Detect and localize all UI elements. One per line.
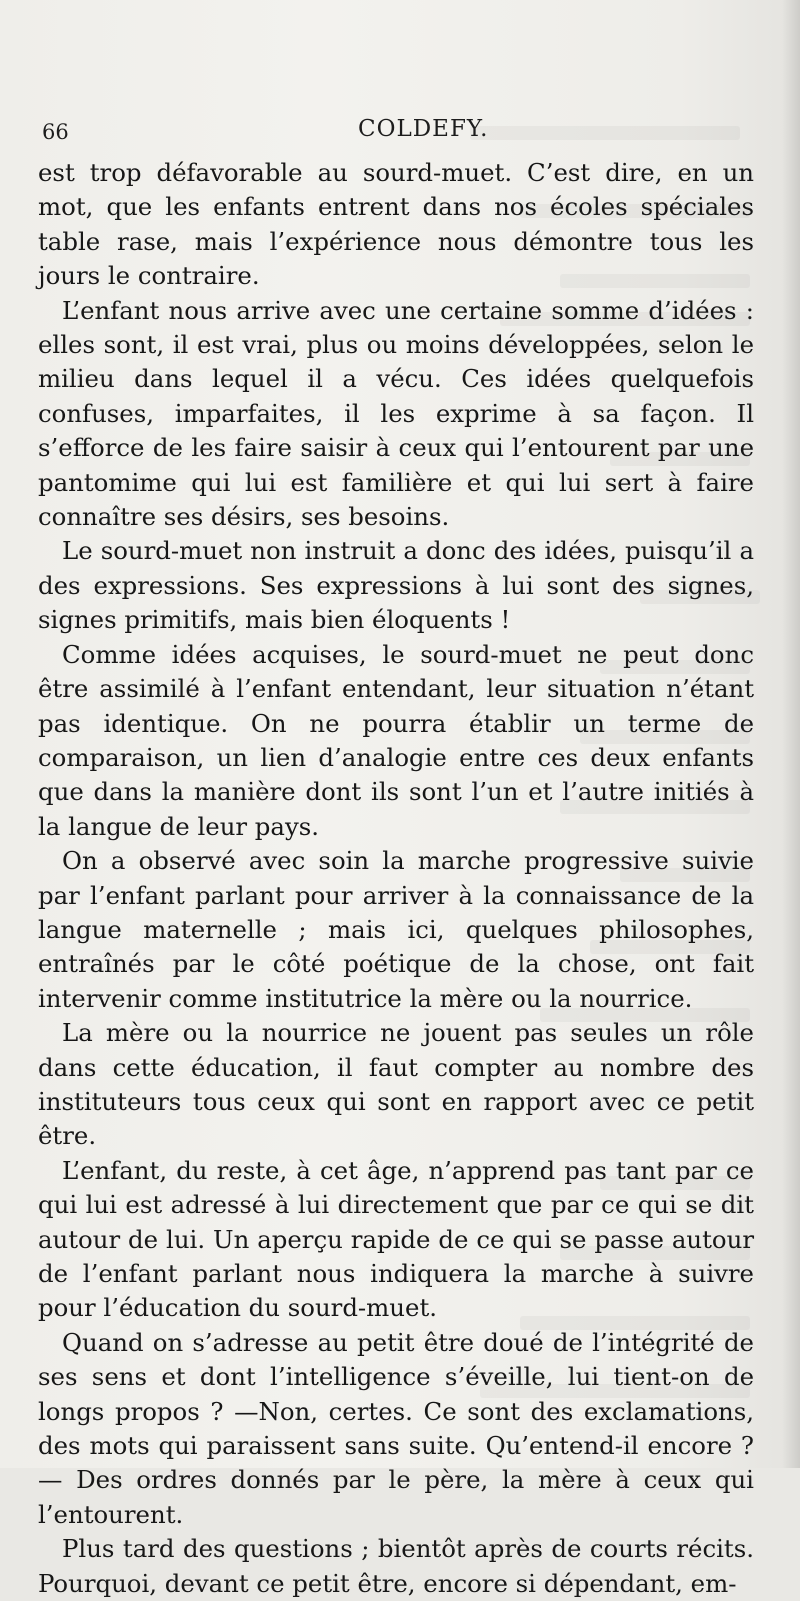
paragraph-4: Comme idées acquises, le sourd-muet ne peut donc être assimilé à l’enfant entendant, leur situation n’étant pas identique. On ne pourra établir un terme de comparaison, un lien d’analogie entre ces deux enfants que dans la manière dont ils sont l’un et l’autre initiés à la langue de leur pays. [38, 639, 754, 841]
paragraph-5: On a observé avec soin la marche progressive suivie par l’enfant parlant pour arriver à la connaissance de la langue maternelle ; mais ici, quelques philosophes, entraînés par le côté poétique de la chose, ont fait intervenir comme institutrice la mère ou la nourrice. [38, 846, 754, 1013]
running-head: COLDEFY. [358, 116, 489, 142]
paragraph-7: L’enfant, du reste, à cet âge, n’apprend pas tant par ce qui lui est adressé à lui directement que par ce qui se dit autour de lui. Un aperçu rapide de ce qui se passe autour de l’enfant parlant nous indiquera la marche à suivre pour l’éducation du sourd-muet. [38, 1155, 754, 1323]
page-number: 66 [42, 120, 69, 144]
paragraph-6: La mère ou la nourrice ne jouent pas seules un rôle dans cette éducation, il faut compter au nombre des instituteurs tous ceux qui sont en rapport avec ce petit être. [38, 1018, 754, 1151]
body-text [38, 156, 754, 1601]
paragraph-8: Quand on s’adresse au petit être doué de l’intégrité de ses sens et dont l’intelligence s’éveille, lui tient-on de longs propos ? —Non, certes. Ce sont des exclamations, des mots qui paraissent sans suite. Qu’entend-il encore ? — Des ordres donnés par le père, la mère à ceux qui l’entourent. [38, 1327, 754, 1529]
paragraph-3: Le sourd-muet non instruit a donc des idées, puisqu’il a des expressions. Ses expressions à lui sont des signes, signes primitifs, mais bien éloquents ! [38, 536, 754, 635]
paragraph-1: est trop défavorable au sourd-muet. C’est dire, en un mot, que les enfants entrent dans nos écoles spéciales table rase, mais l’expérience nous démontre tous les jours le contraire. [38, 158, 754, 291]
paragraph-9: Plus tard des questions ; bientôt après de courts récits. Pourquoi, devant ce petit être, encore si dépendant, em- [38, 1534, 754, 1598]
page-header [36, 112, 760, 146]
paragraph-2: L’enfant nous arrive avec une certaine somme d’idées : elles sont, il est vrai, plus ou moins développées, selon le milieu dans lequel il a vécu. Ces idées quelquefois confuses, imparfaites, il les exprime à sa façon. Il s’efforce de les faire saisir à ceux qui l’entourent par une pantomime qui lui est familière et qui lui sert à faire connaître ses désirs, ses besoins. [38, 295, 754, 532]
page-edge-shadow [782, 0, 800, 1468]
